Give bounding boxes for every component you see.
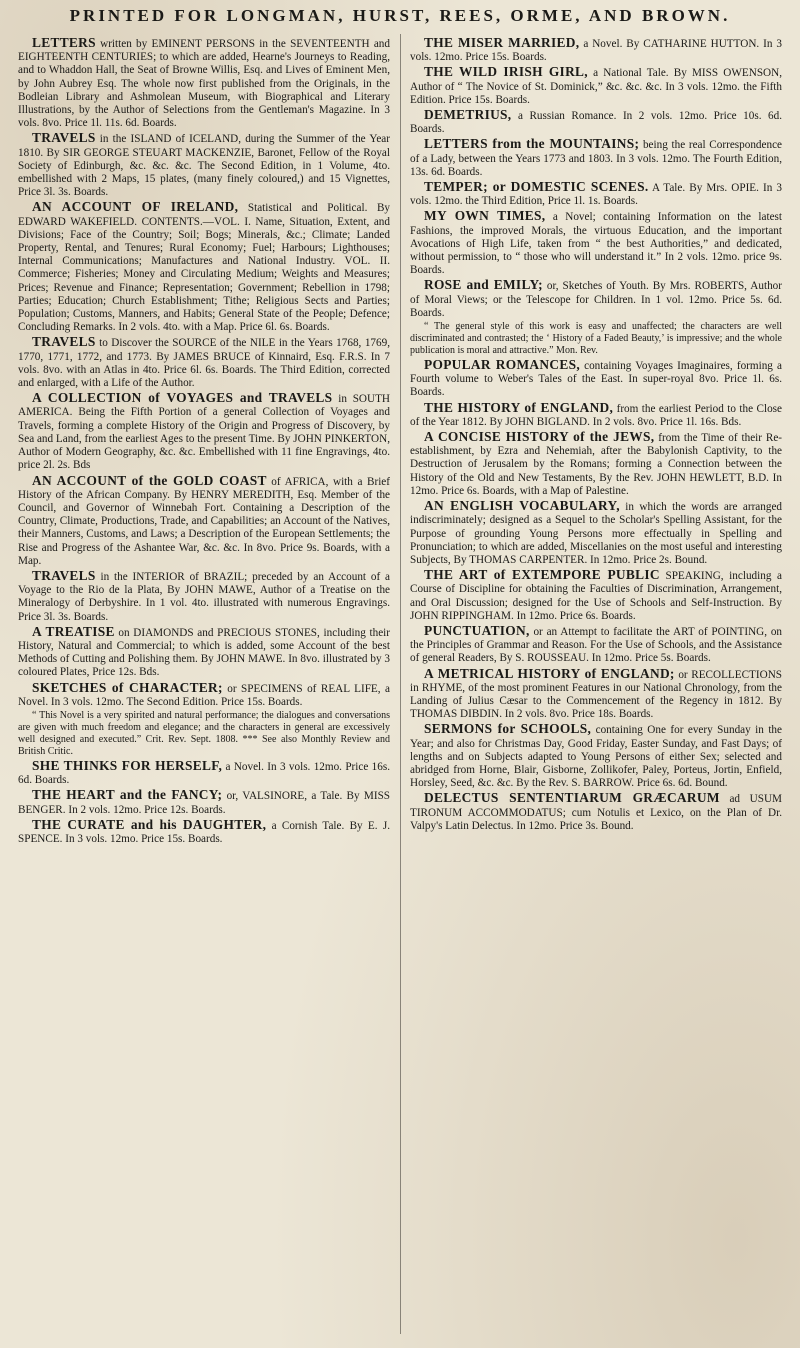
book-title: TEMPER; or DOMESTIC SCENES. [424, 179, 649, 195]
book-description: in the ISLAND of ICELAND, during the Summer of the Year 1810. By SIR GEORGE STEUART MACKENZIE, Baronet, Fellow of the Royal Society of Edinburgh, &c. &c. &c. The Second Edition, in 1 Volume, 4to. embellished with 2 Maps, 15 plates, (many finely coloured,) and 15 Vignettes, Price 3l. 3s. Boards. [18, 133, 391, 199]
book-advertisement [410, 624, 782, 666]
book-title: AN ENGLISH VOCABULARY, [424, 498, 620, 514]
book-advertisement [410, 209, 782, 277]
book-description: in which the words are arranged indiscriminately; designed as a Sequel to the Scholar's Spelling Assistant, for the Purpose of grounding Young Persons more effectually in Spelling and Pronunciation; to which are added, Miscellanies on the most useful and interesting Subjects, By THOMAS CARPENTER. In 12mo. Price 2s. Bound. [410, 501, 783, 566]
book-title: SHE THINKS FOR HERSELF, [32, 757, 223, 773]
book-description: A Tale. By Mrs. OPIE. In 3 vols. 12mo. the Third Edition, Price 1l. 1s. Boards. [410, 182, 782, 208]
book-description: being the real Correspondence of a Lady, between the Years 1773 and 1803. In 3 vols. 12mo. The Fourth Edition, 13s. 6d. Boards. [410, 139, 783, 178]
book-advertisement [410, 108, 782, 136]
book-advertisement [410, 499, 782, 567]
book-description: a Novel; containing Information on the latest Fashions, the improved Morals, the virtuous Education, and the important Avocations of High Life, taken from “ the best Authorities,” and dedicated, without permission, to “ those who will understand it.” In 2 vols. 12mo. price 9s. Boards. [410, 211, 782, 277]
book-advertisement [18, 759, 390, 787]
book-description: or, Sketches of Youth. By Mrs. ROBERTS, Author of Moral Views; or the Telescope for Children. In 1 vol. 12mo. Price 5s. 6d. Boards. [410, 280, 782, 319]
book-title: AN ACCOUNT OF IRELAND, [32, 199, 239, 215]
book-title: THE HISTORY of ENGLAND, [424, 399, 614, 415]
book-advertisement [18, 391, 390, 472]
book-description: in SOUTH AMERICA. Being the Fifth Portion of a general Collection of Voyages and Travels, forming a complete History of the Origin and Progress of Discovery, by Sea and Land, from the earliest Ages to the present Time. By JOHN PINKERTON, Author of Modern Geography, &c. &c. Embellished with 11 fine Engravings, 4to. price 2l. 2s. Bds [18, 393, 391, 472]
book-title: LETTERS [32, 35, 96, 50]
book-title: A CONCISE HISTORY of the JEWS, [424, 429, 655, 445]
book-description: or, VALSINORE, a Tale. By MISS BENGER. In 2 vols. 12mo. Price 12s. Boards. [18, 790, 391, 816]
review-quote: “ This Novel is a very spirited and natural performance; the dialogues and conversations are given with much freedom and elegance; and the characters in general are excessively well designed and executed.” Crit. Rev. Sept. 1808. *** See also Monthly Review and British Critic. [18, 709, 390, 757]
book-title: LETTERS from the MOUNTAINS; [424, 136, 640, 152]
book-advertisement [410, 65, 782, 107]
column-divider [400, 34, 401, 1334]
book-title: THE HEART and the FANCY; [32, 787, 223, 803]
book-title: POPULAR ROMANCES, [424, 357, 580, 373]
book-description: or RECOLLECTIONS in RHYME, of the most prominent Features in our National Chronology, from the Landing of Julius Cæsar to the Commencement of the Regency in 1812. By THOMAS DIBDIN. In 2 vols. 8vo. Price 18s. Boards. [410, 668, 782, 721]
book-title: A METRICAL HISTORY of ENGLAND; [424, 665, 675, 681]
book-advertisement [18, 131, 390, 199]
book-advertisement [410, 358, 782, 400]
book-title: MY OWN TIMES, [424, 208, 546, 224]
book-description: Statistical and Political. By EDWARD WAKEFIELD. CONTENTS.—VOL. I. Name, Situation, Extent, and Divisions; Face of the Country; Soil; Bogs; Minerals, &c.; Climate; Landed Property, Rental, and Tenures; Rural Economy; Fuel; Harbours; Lighthouses; Internal Communications; Manufactures and National Industry. VOL. II. Commerce; Fisheries; Money and Circulating Medium; Weights and Measures; Prices; Revenue and Finance; Representation; Government; Rebellion in 1798; Parties; Education; Church Establishment; Tithe; Religious Sects and Parties; Population; Customs, Manners, and Habits; General State of the People; Defence; Concluding Remarks. In 2 vols. 4to. with a Map. Price 6l. 6s. Boards. [18, 202, 391, 334]
book-description: of AFRICA, with a Brief History of the African Company. By HENRY MEREDITH, Esq. Member of the Council, and Governor of Winnebah Fort. Containing a Description of the Country, Climate, Productions, Trade, and Capabilities; an Account of the Natives, their Manners, Customs, and Laws; a Description of the European Settlements; the Rise and Progress of the Ashantee War, &c. &c. In 8vo. Price 9s. Boards, with a Map. [18, 475, 390, 567]
book-advertisement [18, 788, 390, 816]
book-title: THE CURATE and his DAUGHTER, [32, 816, 267, 832]
book-description: ad USUM TIRONUM ACCOMMODATUS; cum Notulis et Lexico, on the Plan of Dr. Valpy's Latin Delectus. In 12mo. Price 3s. Bound. [410, 793, 783, 832]
book-advertisement [18, 625, 390, 680]
book-advertisement [18, 335, 390, 390]
book-description: in the INTERIOR of BRAZIL; preceded by an Account of a Voyage to the Rio de la Plata, By JOHN MAWE, Author of a Treatise on the Mineralogy of Derbyshire. In 1 vol. 4to. illustrated with numerous Engravings. Price 3l. 3s. Boards. [18, 570, 391, 623]
book-advertisement [410, 180, 782, 208]
book-description: a Novel. By CATHARINE HUTTON. In 3 vols. 12mo. Price 15s. Boards. [410, 38, 783, 64]
book-advertisement [18, 681, 390, 709]
book-title: THE ART of EXTEMPORE PUBLIC [424, 567, 660, 583]
book-advertisement [410, 430, 782, 498]
book-advertisement [18, 200, 390, 334]
page-header: PRINTED FOR LONGMAN, HURST, REES, ORME, AND BROWN. [69, 6, 731, 25]
book-advertisement [410, 667, 782, 722]
book-advertisement [410, 791, 782, 833]
left-column [18, 36, 390, 847]
book-title: SERMONS for SCHOOLS, [424, 721, 592, 737]
book-description: to Discover the SOURCE of the NILE in the Years 1768, 1769, 1770, 1771, 1772, and 1773. By JAMES BRUCE of Kinnaird, Esq. F.R.S. In 7 vols. 8vo. with an Atlas in 4to. Price 6l. 6s. Boards. The Third Edition, corrected and enlarged, with a Life of the Author. [18, 337, 390, 390]
book-advertisement [18, 474, 390, 568]
right-column [410, 36, 782, 834]
book-description: a Novel. In 3 vols. 12mo. Price 16s. 6d. Boards. [18, 760, 391, 787]
book-description: SPEAKING, including a Course of Discipline for obtaining the Faculties of Discrimination, Arrangement, and Oral Discussion; designed for the Use of Schools and Self-Instruction. By JOHN RIPPINGHAM. In 12mo. Price 6s. Boards. [410, 570, 783, 622]
book-description: on DIAMONDS and PRECIOUS STONES, including their History, Natural and Commercial; to which is added, some Account of the best Methods of Cutting and Polishing them. By JOHN MAWE. In 8vo. illustrated by 3 coloured Plates, Price 12s. Bds. [18, 626, 391, 679]
review-quote: “ The general style of this work is easy and unaffected; the characters are well discriminated and contrasted; the ‘ History of a Faded Beauty,’ is impressive; and the whole publication is moral and attractive.” Mon. Rev. [410, 321, 782, 357]
book-title: PUNCTUATION, [424, 622, 530, 638]
book-description: or an Attempt to facilitate the ART of POINTING, on the Principles of Grammar and Reason. For the Use of Schools, and the Assistance of general Readers, By S. ROUSSEAU. In 12mo. Price 5s. Boards. [410, 625, 783, 665]
book-description: containing Voyages Imaginaires, forming a Fourth volume to Weber's Tales of the East. In super-royal 8vo. Price 1l. 6s. Boards. [410, 360, 782, 399]
book-description: a Cornish Tale. By E. J. SPENCE. In 3 vols. 12mo. Price 15s. Boards. [18, 819, 391, 845]
book-advertisement [410, 568, 782, 623]
book-description: a Russian Romance. In 2 vols. 12mo. Price 10s. 6d. Boards. [410, 110, 782, 136]
book-advertisement [18, 818, 390, 846]
book-advertisement [410, 36, 782, 64]
book-description: from the earliest Period to the Close of the Year 1812. By JOHN BIGLAND. In 2 vols. 8vo. Price 1l. 16s. Bds. [410, 402, 782, 428]
book-advertisement [18, 569, 390, 624]
book-title: TRAVELS [32, 130, 96, 146]
book-title: TRAVELS [32, 334, 96, 350]
book-description: containing One for every Sunday in the Year; and also for Christmas Day, Good Friday, Easter Sunday, and Fast Days; of lengths and on Subjects adapted to Young Persons of either Sex; selected and abridged from Horne, Blair, Gisborne, Zollikofer, Paley, Porteus, Jortin, Enfield, Horsley, Seed, &c. &c. By the Rev. S. BARROW. Price 6s. 6d. Bound. [410, 724, 782, 790]
book-advertisement [18, 36, 390, 130]
book-description: a National Tale. By MISS OWENSON, Author of “ The Novice of St. Dominick,” &c. &c. &c. In 3 vols. 12mo. the Fifth Edition. Price 15s. Boards. [410, 67, 782, 106]
book-title: TRAVELS [32, 567, 96, 583]
book-advertisement [410, 137, 782, 179]
book-advertisement [410, 722, 782, 790]
book-title: THE MISER MARRIED, [424, 35, 580, 50]
book-description: written by EMINENT PERSONS in the SEVENTEENTH and EIGHTEENTH CENTURIES; to which are added, Hearne's Journeys to Reading, and to Whaddon Hall, the Seat of Browne Willis, Esq. and Lives of Eminent Men, by John Aubrey Esq. The whole now first published from the Originals, in the Bodleian Library and Ashmolean Museum, with Biographical and Literary Illustrations, by the Author of Selections from the Gentleman's Magazine. In 3 vols. 8vo. Price 1l. 11s. 6d. Boards. [18, 38, 390, 130]
book-advertisement [410, 401, 782, 429]
book-title: DEMETRIUS, [424, 107, 512, 123]
book-title: A COLLECTION of VOYAGES and TRAVELS [32, 390, 333, 406]
book-advertisement [410, 278, 782, 320]
book-description: or SPECIMENS of REAL LIFE, a Novel. In 3 vols. 12mo. The Second Edition. Price 15s. Boards. [18, 682, 390, 708]
book-title: THE WILD IRISH GIRL, [424, 64, 588, 80]
book-title: ROSE and EMILY; [424, 277, 543, 293]
book-title: AN ACCOUNT of the GOLD COAST [32, 472, 267, 488]
book-title: DELECTUS SENTENTIARUM GRÆCARUM [424, 790, 720, 806]
book-description: from the Time of their Re-establishment, by Ezra and Nehemiah, after the Babylonish Captivity, to the Destruction of Jerusalem by the Romans; forming a Connection between the History of the Old and New Testaments, By the Rev. JOHN HEWLETT, B.D. In 12mo. Price 6s. Boards, with a Map of Palestine. [410, 432, 783, 497]
book-title: A TREATISE [32, 623, 115, 639]
book-title: SKETCHES of CHARACTER; [32, 679, 223, 695]
